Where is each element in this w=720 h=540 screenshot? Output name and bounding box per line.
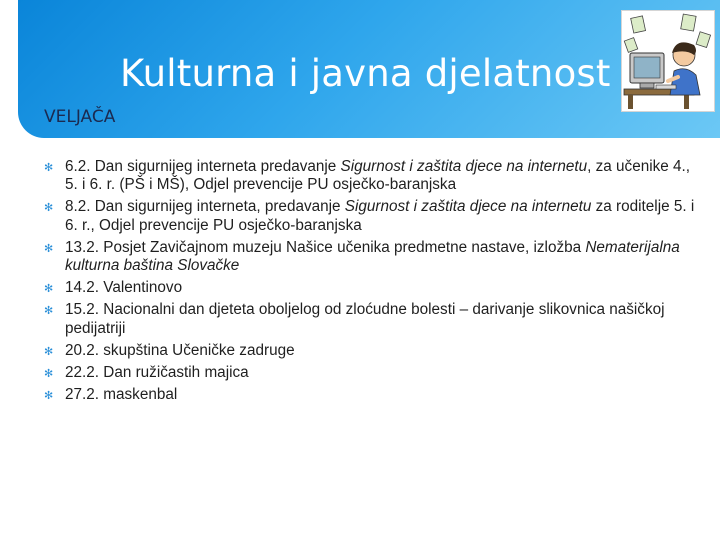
list-item: ✻ 20.2. skupština Učeničke zadruge xyxy=(44,342,704,360)
list-item: ✻ 22.2. Dan ružičastih majica xyxy=(44,364,704,382)
computer-user-icon xyxy=(622,11,714,111)
month-heading: VELJAČA xyxy=(44,107,116,127)
asterisk-bullet-icon: ✻ xyxy=(44,202,54,215)
slide-title: Kulturna i javna djelatnost xyxy=(120,52,611,95)
list-item: ✻ 8.2. Dan sigurnijeg interneta, predavanje Sigurnost i zaštita djece na internetu za roditelje 5. i 6. r., Odjel prevencije PU osječko-baranjska xyxy=(44,198,695,234)
list-item: ✻ 14.2. Valentinovo xyxy=(44,279,704,297)
asterisk-bullet-icon: ✻ xyxy=(44,305,54,318)
asterisk-bullet-icon: ✻ xyxy=(44,242,54,255)
list-item: ✻ 27.2. maskenbal xyxy=(44,386,704,404)
asterisk-bullet-icon: ✻ xyxy=(44,389,54,402)
event-list xyxy=(44,158,704,408)
asterisk-bullet-icon: ✻ xyxy=(44,283,54,296)
asterisk-bullet-icon: ✻ xyxy=(44,345,54,358)
list-item: ✻ 13.2. Posjet Zavičajnom muzeju Našice učenika predmetne nastave, izložba Nematerijalna kulturna baština Slovačke xyxy=(44,238,680,275)
asterisk-bullet-icon: ✻ xyxy=(44,162,54,174)
list-item: ✻ 15.2. Nacionalni dan djeteta oboljelog od zloćudne bolesti – darivanje slikovnica našičkoj pedijatriji xyxy=(44,301,665,337)
list-item: ✻ 6.2. Dan sigurnijeg interneta predavanje Sigurnost i zaštita djece na internetu, za učenike 4., 5. i 6. r. (PŠ i MŠ), Odjel prevencije PU osječko-baranjska xyxy=(44,158,691,194)
asterisk-bullet-icon: ✻ xyxy=(44,367,54,380)
computer-user-clipart xyxy=(621,10,715,112)
